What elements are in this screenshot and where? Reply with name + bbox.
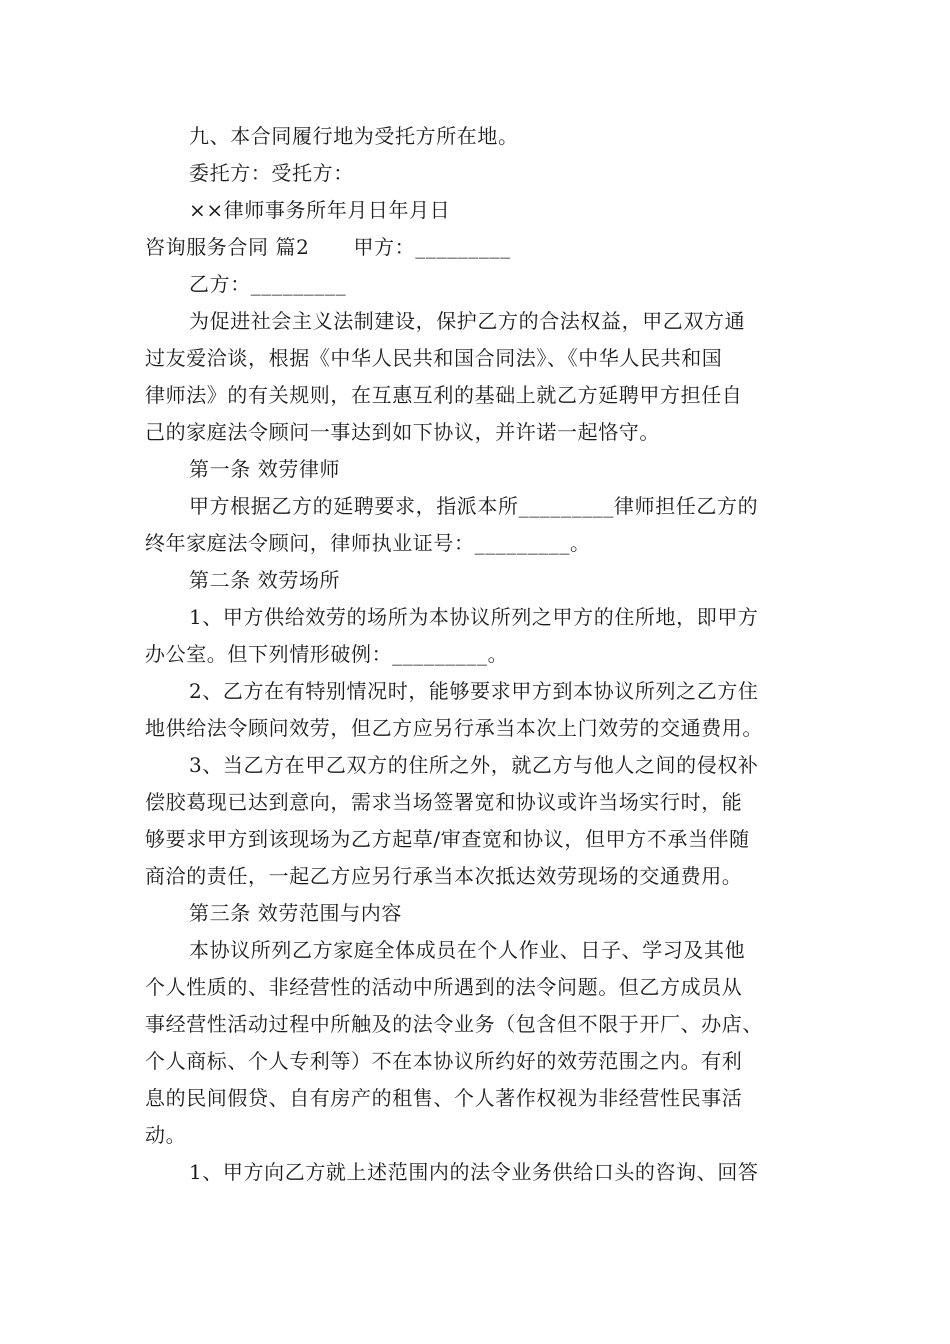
text-line: 个人性质的、非经营性的活动中所遇到的法令问题。但乙方成员从 — [145, 975, 743, 999]
text-line: 委托方：受托方： — [189, 161, 354, 185]
text-line: 商洽的责任，一起乙方应另行承当本次抵达效劳现场的交通费用。 — [145, 864, 743, 888]
text-line: 甲方根据乙方的延聘要求，指派本所_________律师担任乙方的 — [189, 494, 759, 518]
text-line: 地供给法令顾问效劳，但乙方应另行承当本次上门效劳的交通费用。 — [145, 716, 763, 740]
text-line: 为促进社会主义法制建设，保护乙方的合法权益，甲乙双方通 — [189, 309, 746, 333]
document-body — [145, 118, 810, 1191]
text-line: 息的民间假贷、自有房产的租售、个人著作权视为非经营性民事活 — [145, 1086, 743, 1110]
article-heading: 第二条 效劳场所 — [189, 568, 341, 592]
text-line: 1、甲方向乙方就上述范围内的法令业务供给口头的咨询、回答 — [189, 1160, 759, 1184]
text-line: 2、乙方在有特别情况时，能够要求甲方到本协议所列之乙方住 — [189, 679, 759, 703]
text-line: 3、当乙方在甲乙双方的住所之外，就乙方与他人之间的侵权补 — [189, 753, 759, 777]
text-line: 个人商标、个人专利等）不在本协议所约好的效劳范围之内。有利 — [145, 1049, 743, 1073]
section-title: 咨询服务合同 篇2 — [145, 235, 310, 259]
text-line: 己的家庭法令顾问一事达到如下协议，并许诺一起恪守。 — [145, 420, 660, 444]
text-line: 偿胶葛现已达到意向，需求当场签署宽和协议或许当场实行时，能 — [145, 790, 743, 814]
text-line: ××律师事务所年月日年月日 — [189, 198, 451, 222]
text-line: 事经营性活动过程中所触及的法令业务（包含但不限于开厂、办店、 — [145, 1012, 763, 1036]
party-b-field: 乙方：_________ — [189, 272, 347, 296]
text-line: 九、本合同履行地为受托方所在地。 — [189, 124, 519, 148]
text-line: 律师法》的有关规则，在互惠互利的基础上就乙方延聘甲方担任自 — [145, 383, 743, 407]
article-heading: 第一条 效劳律师 — [189, 457, 341, 481]
text-line: 1、甲方供给效劳的场所为本协议所列之甲方的住所地，即甲方 — [189, 605, 759, 629]
text-line: 动。 — [145, 1123, 187, 1147]
text-line: 本协议所列乙方家庭全体成员在个人作业、日子、学习及其他 — [189, 938, 746, 962]
section-heading-line — [145, 229, 810, 266]
text-line: 够要求甲方到该现场为乙方起草/审查宽和协议，但甲方不承当伴随 — [145, 827, 750, 851]
text-line: 终年家庭法令顾问，律师执业证号：_________。 — [145, 531, 591, 555]
text-line: 过友爱洽谈，根据《中华人民共和国合同法》、《中华人民共和国 — [145, 346, 723, 370]
text-line: 办公室。但下列情形破例：_________。 — [145, 642, 509, 666]
article-heading: 第三条 效劳范围与内容 — [189, 901, 402, 925]
party-a-field: 甲方：_________ — [353, 235, 511, 259]
